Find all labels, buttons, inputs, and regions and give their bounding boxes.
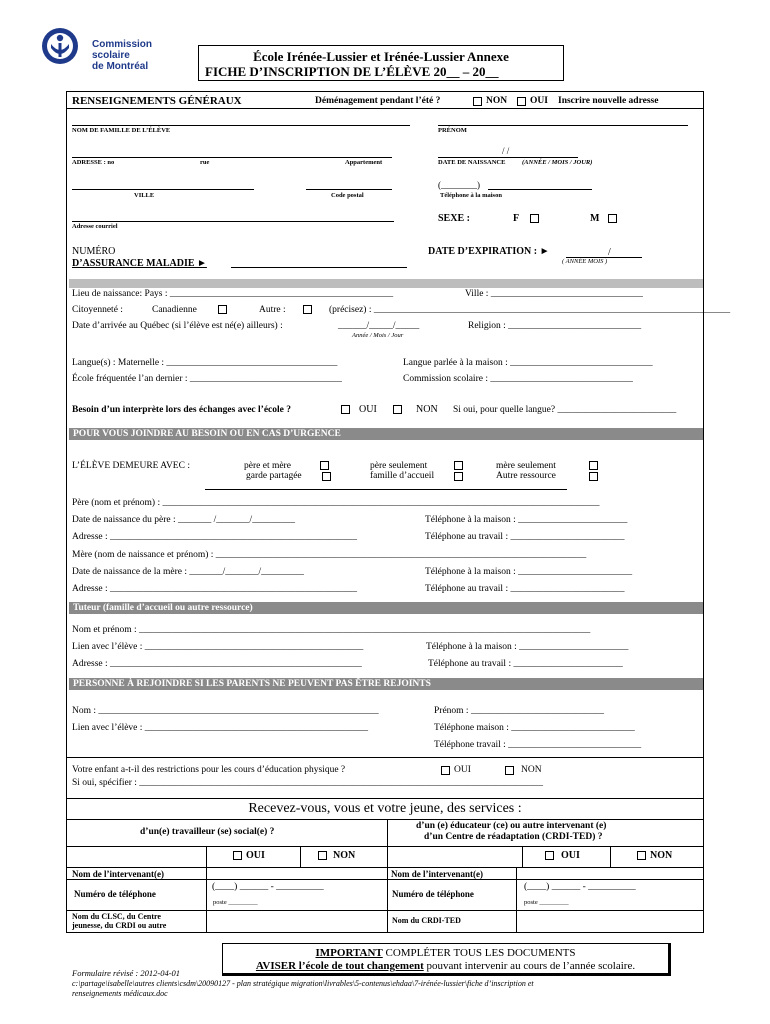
- interpreter-non-label: NON: [416, 404, 438, 415]
- home-phone-label: Téléphone à la maison: [440, 192, 502, 199]
- home-language-line: Langue parlée à la maison : ______________________________: [403, 358, 653, 368]
- important-line-1-text: COMPLÉTER TOUS LES DOCUMENTS: [382, 947, 576, 959]
- important-line-2: [223, 960, 668, 972]
- table-divider: [300, 846, 301, 867]
- contact-section-title: PERSONNE À REJOINDRE SI LES PARENTS NE PEUVENT PAS ÊTRE REJOINTS: [69, 678, 703, 690]
- revised-date: Formulaire révisé : 2012-04-01: [72, 968, 181, 978]
- moving-oui-label: OUI: [530, 96, 548, 106]
- postal-code-label: Code postal: [331, 192, 364, 199]
- mother-home-phone-line: Téléphone à la maison : ________________________: [425, 567, 633, 577]
- lives-with-label: L’ÉLÈVE DEMEURE AVEC :: [72, 461, 190, 471]
- father-only-checkbox[interactable]: [454, 461, 463, 470]
- moving-non-label: NON: [486, 96, 508, 106]
- title-box: [198, 45, 564, 81]
- notify-label: AVISER l’école de tout changement: [255, 960, 424, 972]
- lives-with-mother-only: mère seulement: [496, 461, 556, 471]
- father-name-line: Père (nom et prénom) : ____________________________________________________________________________________________: [72, 498, 600, 508]
- address-label: ADRESSE : no: [72, 159, 115, 166]
- last-name-label: NOM DE FAMILLE DE L’ÉLÈVE: [72, 127, 171, 134]
- crdi-non-checkbox[interactable]: [637, 851, 646, 860]
- citizenship-label: Citoyenneté :: [72, 305, 123, 315]
- city-field[interactable]: [72, 189, 254, 190]
- canadian-label: Canadienne: [152, 305, 197, 315]
- crdi-oui-checkbox[interactable]: [545, 851, 554, 860]
- moving-question: Déménagement pendant l’été ?: [315, 96, 441, 106]
- title-line-1: École Irénée-Lussier et Irénée-Lussier Annexe: [253, 49, 509, 64]
- important-box: [222, 943, 671, 976]
- interpreter-language-line: Si oui, pour quelle langue? _________________________: [453, 405, 677, 415]
- tutor-address-line: Adresse : _____________________________________________________: [72, 659, 362, 669]
- sex-f-label: F: [513, 213, 520, 224]
- last-school-line: École fréquentée l’an dernier : ________________________________: [72, 374, 342, 384]
- lives-with-other-field[interactable]: [205, 489, 567, 490]
- divider: [66, 819, 704, 820]
- other-citizenship-checkbox[interactable]: [303, 305, 312, 314]
- dob-format: (ANNÉE / MOIS / JOUR): [522, 159, 593, 166]
- social-worker-poste[interactable]: poste _________: [213, 899, 258, 906]
- mother-dob-line: Date de naissance de la mère : _______/_______/_________: [72, 567, 304, 577]
- file-path-1: c:\partage\isabelle\autres clients\csdm\20090127 - plan stratégique migration\livrables\5-contenus\ehdaa\7-irénée-lussier\fiche d’inscription et: [72, 979, 534, 988]
- crdi-non-label: NON: [650, 850, 673, 861]
- home-phone-paren: (________): [438, 180, 480, 190]
- both-parents-checkbox[interactable]: [320, 461, 329, 470]
- divider: [66, 757, 704, 758]
- interpreter-oui-checkbox[interactable]: [341, 405, 350, 414]
- contact-first-name-line: Prénom : ____________________________: [434, 706, 604, 716]
- contact-name-line: Nom : ___________________________________________________________: [72, 706, 379, 716]
- new-address-label: Inscrire nouvelle adresse: [558, 96, 659, 106]
- mother-only-checkbox[interactable]: [589, 461, 598, 470]
- father-work-phone-line: Téléphone au travail : ________________________: [425, 532, 625, 542]
- first-name-label: PRÉNOM: [438, 127, 467, 134]
- pe-specify-line: Si oui, spécifier : _____________________________________________________________________________________: [72, 778, 544, 788]
- table-divider: [516, 867, 517, 933]
- sex-m-checkbox[interactable]: [608, 214, 617, 223]
- important-line-2-text: pouvant intervenir au cours de l’année scolaire.: [423, 960, 636, 972]
- logo-text-1: Commission: [92, 39, 153, 50]
- crdi-poste[interactable]: poste _________: [524, 899, 569, 906]
- other-resource-checkbox[interactable]: [589, 472, 598, 481]
- father-home-phone-line: Téléphone à la maison : _______________________: [425, 515, 628, 525]
- mother-address-line: Adresse : ____________________________________________________: [72, 584, 357, 594]
- contact-link-line: Lien avec l’élève : _______________________________________________: [72, 723, 369, 733]
- arrival-date-label: Date d’arrivée au Québec (si l’élève est né(e) ailleurs) :: [72, 321, 283, 331]
- email-label: Adresse courriel: [72, 223, 118, 230]
- tutor-name-line: Nom et prénom : _______________________________________________________________________________________________: [72, 625, 591, 635]
- pe-oui-checkbox[interactable]: [441, 766, 450, 775]
- sex-label: SEXE :: [438, 213, 470, 224]
- social-worker-non-checkbox[interactable]: [318, 851, 327, 860]
- social-worker-oui-label: OUI: [246, 850, 265, 861]
- csdm-logo-icon: [38, 26, 82, 70]
- mother-name-line: Mère (nom de naissance et prénom) : ______________________________________________________________________________: [72, 550, 587, 560]
- crdi-heading-2: d’un Centre de réadaptation (CRDI-TED) ?: [424, 832, 603, 842]
- lives-with-both-parents: père et mère: [244, 461, 291, 471]
- expiry-format: ( ANNÉE MOIS ): [562, 258, 608, 265]
- dob-label: DATE DE NAISSANCE: [438, 159, 506, 166]
- expiry-slash: /: [608, 247, 611, 258]
- other-citizenship-label: Autre :: [259, 305, 286, 315]
- tutor-home-phone-line: Téléphone à la maison : _______________________: [426, 642, 629, 652]
- social-worker-non-label: NON: [333, 850, 356, 861]
- canadian-checkbox[interactable]: [218, 305, 227, 314]
- dob-field[interactable]: [438, 157, 578, 158]
- father-dob-line: Date de naissance du père : _______ /_______/_________: [72, 515, 295, 525]
- general-section-title: RENSEIGNEMENTS GÉNÉRAUX: [72, 95, 242, 107]
- crdi-oui-label: OUI: [561, 850, 580, 861]
- health-number-field[interactable]: [231, 267, 407, 268]
- pe-oui-label: OUI: [454, 765, 471, 775]
- city-label: VILLE: [134, 192, 155, 199]
- pe-non-label: NON: [521, 765, 542, 775]
- file-path-2: renseignements médicaux.doc: [72, 989, 168, 998]
- clsc-label-1: Nom du CLSC, du Centre: [72, 912, 161, 921]
- foster-family-checkbox[interactable]: [454, 472, 463, 481]
- street-label: rue: [200, 159, 210, 166]
- lives-with-shared-custody: garde partagée: [246, 471, 302, 481]
- crdi-heading-1: d’un (e) éducateur (ce) ou autre intervenant (e): [416, 821, 607, 831]
- crdi-phone-blank[interactable]: (____) ______ - __________: [524, 882, 636, 892]
- email-field[interactable]: [72, 221, 394, 222]
- important-label: IMPORTANT: [315, 947, 383, 959]
- social-worker-oui-checkbox[interactable]: [233, 851, 242, 860]
- apartment-label: Appartement: [345, 159, 383, 166]
- table-divider: [610, 846, 611, 867]
- expiry-label: DATE D’EXPIRATION : ►: [428, 246, 550, 257]
- divider: [66, 108, 704, 109]
- dob-slashes: / /: [502, 146, 510, 156]
- specify-citizenship: (précisez) : ___________________________________________________________________________: [329, 305, 731, 315]
- pe-question: Votre enfant a-t-il des restrictions pour les cours d’éducation physique ?: [72, 765, 346, 775]
- important-line-1: [223, 947, 668, 959]
- logo-text-2: scolaire: [92, 50, 130, 61]
- address-field[interactable]: [72, 157, 392, 158]
- table-divider: [206, 846, 207, 867]
- father-address-line: Adresse : ____________________________________________________: [72, 532, 357, 542]
- crdi-name-label: Nom du CRDI-TED: [392, 916, 461, 925]
- interpreter-non-checkbox[interactable]: [393, 405, 402, 414]
- social-worker-phone-blank[interactable]: (____) ______ - __________: [212, 882, 324, 892]
- lives-with-foster-family: famille d’accueil: [370, 471, 435, 481]
- moving-oui-checkbox[interactable]: [517, 97, 526, 106]
- birth-city-line: Ville : ________________________________: [465, 289, 643, 299]
- lives-with-father-only: père seulement: [370, 461, 428, 471]
- divider: [66, 798, 704, 799]
- health-number-label-1: NUMÉRO: [72, 246, 116, 257]
- tutor-link-line: Lien avec l’élève : ______________________________________________: [72, 642, 364, 652]
- home-phone-field[interactable]: [488, 189, 592, 190]
- arrival-date-blank[interactable]: ______/_____/_____: [338, 321, 420, 331]
- crdi-intervenant-label: Nom de l’intervenant(e): [391, 869, 483, 879]
- mother-work-phone-line: Téléphone au travail : ________________________: [425, 584, 625, 594]
- shared-custody-checkbox[interactable]: [322, 472, 331, 481]
- title-line-2: FICHE D’INSCRIPTION DE L’ÉLÈVE 20__ – 20__: [205, 64, 499, 79]
- school-board-line: Commission scolaire : ______________________________: [403, 374, 633, 384]
- emergency-section-title: POUR VOUS JOINDRE AU BESOIN OU EN CAS D’URGENCE: [69, 428, 703, 440]
- tutor-section-title: Tuteur (famille d’accueil ou autre ressource): [69, 602, 703, 614]
- postal-code-field[interactable]: [306, 189, 392, 190]
- pe-non-checkbox[interactable]: [505, 766, 514, 775]
- services-title: Recevez-vous, vous et votre jeune, des services :: [248, 801, 522, 816]
- tutor-work-phone-line: Téléphone au travail : _______________________: [428, 659, 623, 669]
- contact-work-phone-line: Téléphone travail : ____________________________: [434, 740, 642, 750]
- csdm-logo: [38, 26, 168, 74]
- sex-f-checkbox[interactable]: [530, 214, 539, 223]
- divider: [66, 910, 704, 911]
- divider: [66, 846, 704, 847]
- lives-with-other-resource: Autre ressource: [496, 471, 556, 481]
- table-divider: [206, 867, 207, 933]
- clsc-label-2: jeunesse, du CRDI ou autre: [72, 921, 167, 930]
- last-name-field[interactable]: [72, 125, 410, 126]
- sex-m-label: M: [590, 213, 600, 224]
- religion-line: Religion : ____________________________: [468, 321, 642, 331]
- section-separator: [69, 279, 703, 288]
- first-name-field[interactable]: [438, 125, 688, 126]
- birthplace-line: Lieu de naissance: Pays : _______________________________________________: [72, 289, 394, 299]
- crdi-phone-label: Numéro de téléphone: [392, 889, 474, 899]
- social-worker-phone-label: Numéro de téléphone: [74, 889, 156, 899]
- health-number-label-2: D’ASSURANCE MALADIE ►: [72, 258, 207, 269]
- social-worker-intervenant-label: Nom de l’intervenant(e): [72, 869, 164, 879]
- divider: [66, 867, 704, 868]
- table-divider: [522, 846, 523, 867]
- interpreter-oui-label: OUI: [359, 404, 377, 415]
- moving-non-checkbox[interactable]: [473, 97, 482, 106]
- interpreter-question: Besoin d’un interprète lors des échanges avec l’école ?: [72, 405, 291, 415]
- logo-text-3: de Montréal: [92, 61, 149, 72]
- divider: [66, 879, 704, 880]
- contact-home-phone-line: Téléphone maison : __________________________: [434, 723, 635, 733]
- table-divider: [387, 819, 388, 933]
- social-worker-heading: d’un(e) travailleur (se) social(e) ?: [140, 827, 275, 837]
- mother-tongue-line: Langue(s) : Maternelle : ____________________________________: [72, 358, 338, 368]
- arrival-date-format: Année / Mois / Jour: [352, 332, 404, 339]
